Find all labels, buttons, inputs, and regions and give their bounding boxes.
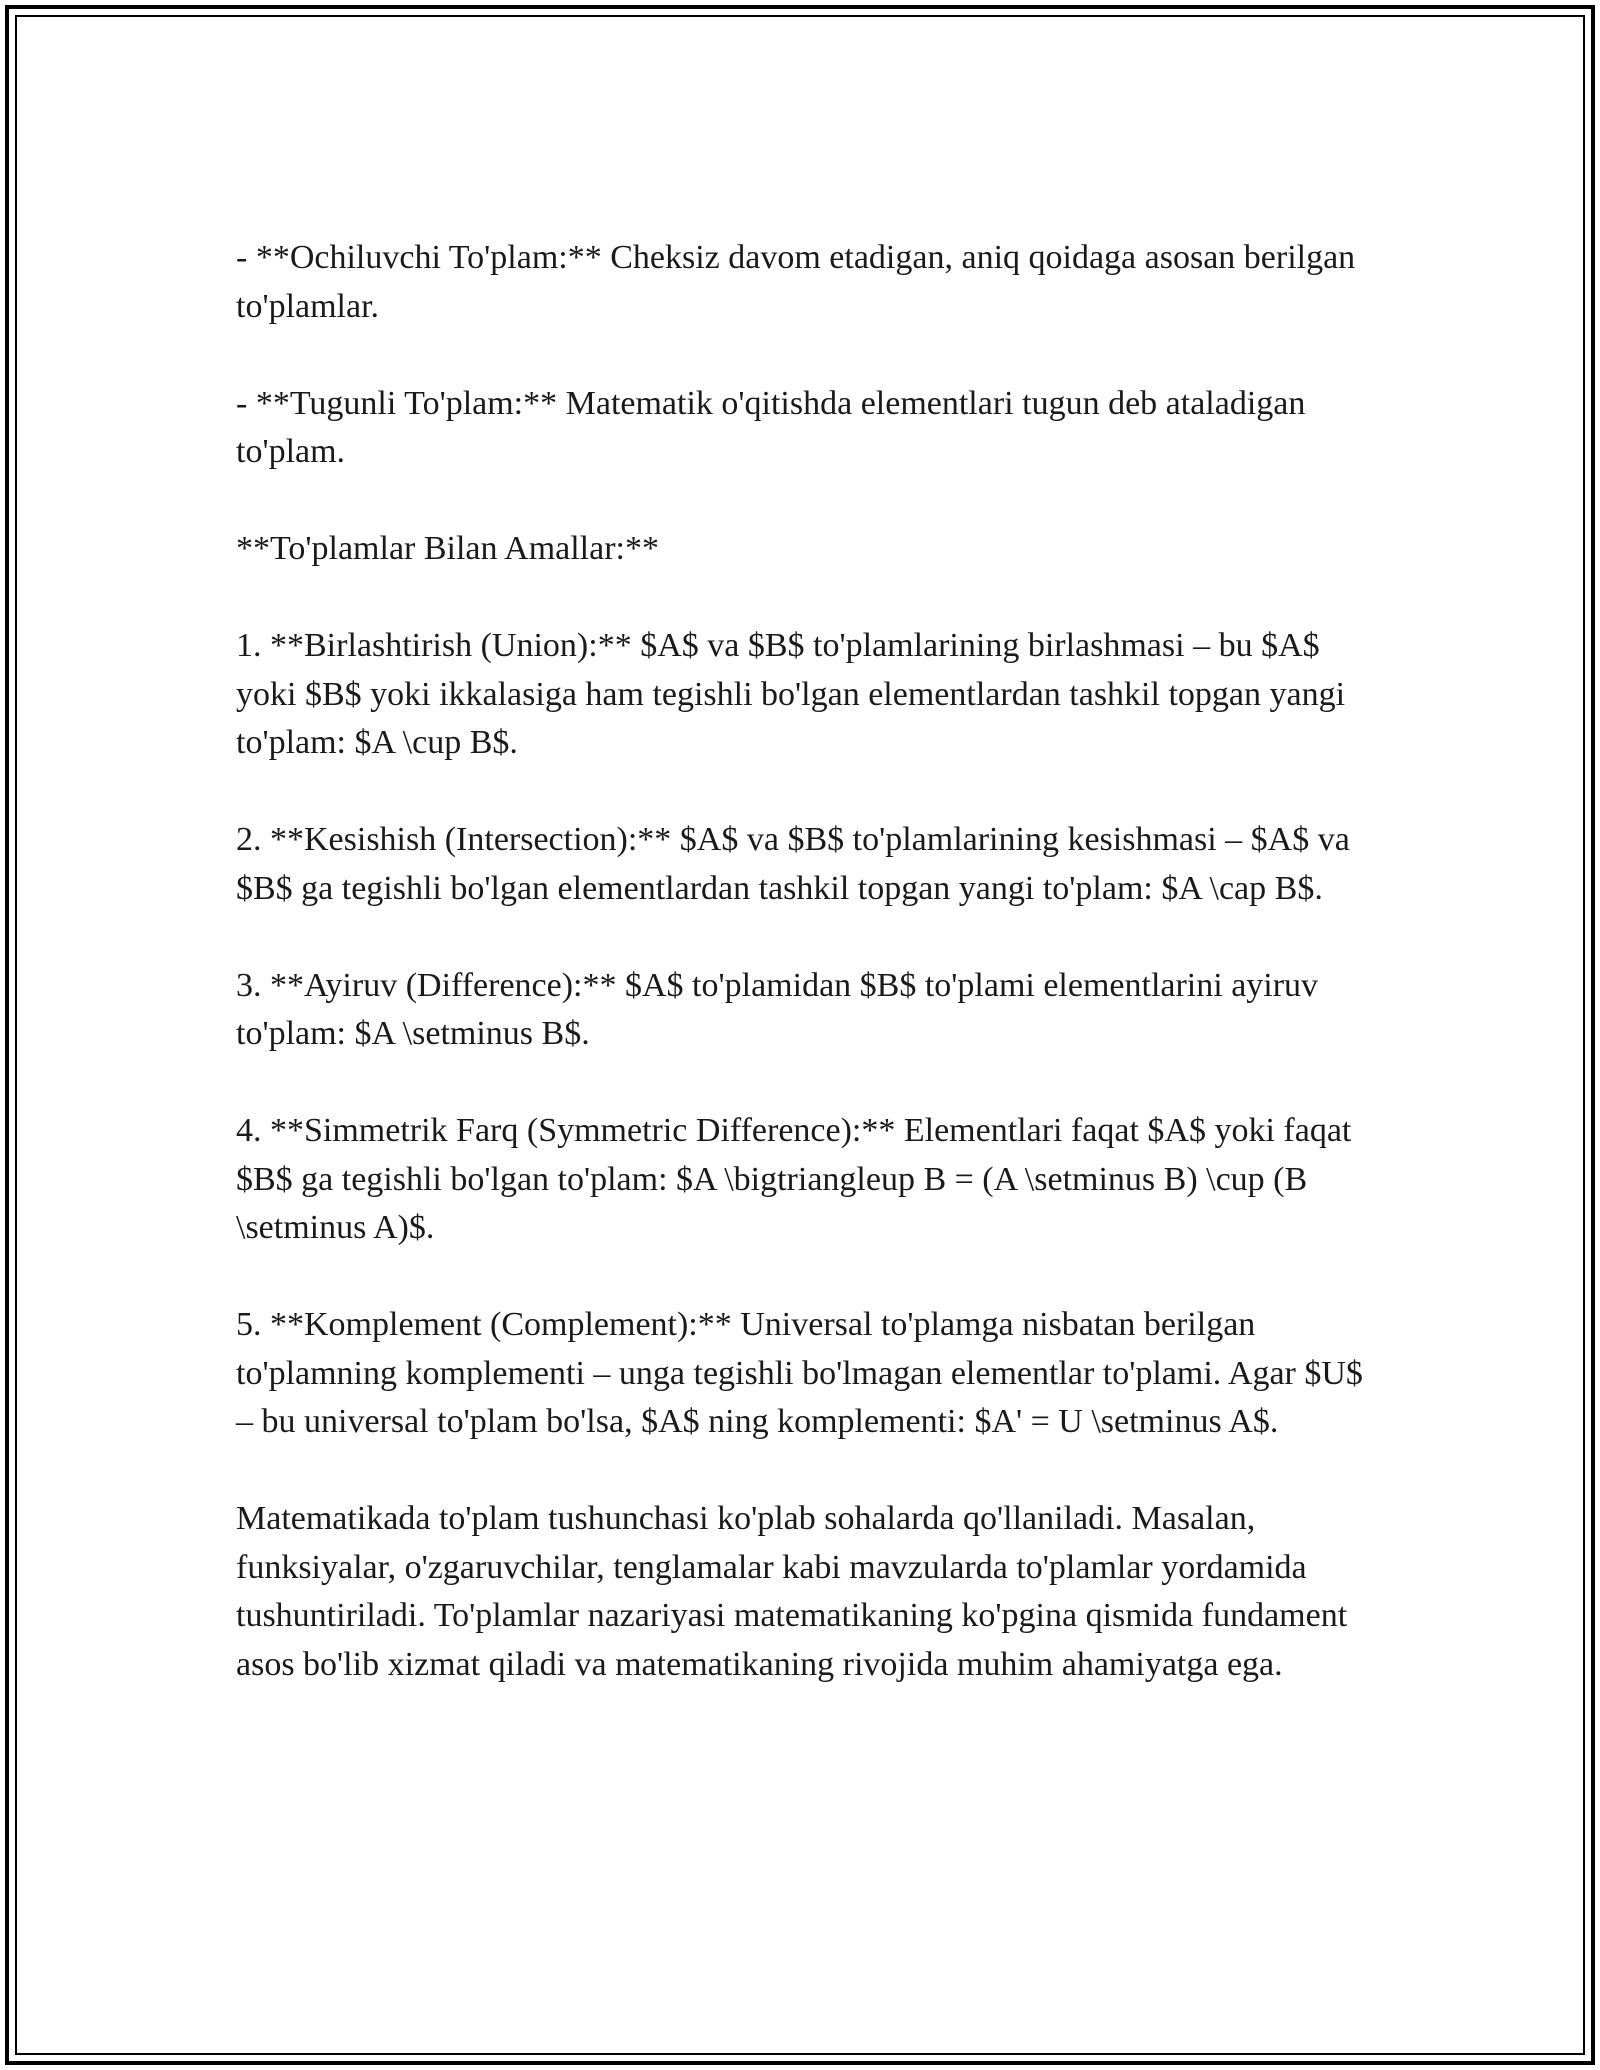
paragraph-conclusion: Matematikada to'plam tushunchasi ko'plab sohalarda qo'llaniladi. Masalan, funksiyalar, o'zgaruvchilar, tenglamalar kabi mavzularda to'plamlar yordamida tushuntiriladi. To'plamlar nazariyasi matematikaning ko'pgina qismida fundament asos bo'lib xizmat qiladi va matematikaning rivojida muhim ahamiyatga ega. <box>236 1500 1348 1683</box>
list-item-union: 1. **Birlashtirish (Union):** $A$ va $B$ to'plamlarining birlashmasi – bu $A$ yoki $B$ yoki ikkalasiga ham tegishli bo'lgan elementlardan tashkil topgan yangi to'plam: $A \cup B$. <box>236 627 1346 761</box>
paragraph-node-set: - **Tugunli To'plam:** Matematik o'qitishda elementlari tugun deb ataladigan to'plam. <box>236 384 1306 470</box>
list-item-intersection: 2. **Kesishish (Intersection):** $A$ va $B$ to'plamlarining kesishmasi – $A$ va $B$ ga tegishli bo'lgan elementlardan tashkil topgan yangi to'plam: $A \cap B$. <box>236 821 1350 907</box>
section-heading-set-operations: **To'plamlar Bilan Amallar:** <box>236 530 659 567</box>
paragraph-open-set: - **Ochiluvchi To'plam:** Cheksiz davom etadigan, aniq qoidaga asosan berilgan to'plamlar. <box>236 239 1356 325</box>
document-body <box>236 234 1366 1689</box>
list-item-difference: 3. **Ayiruv (Difference):** $A$ to'plamidan $B$ to'plami elementlarini ayiruv to'plam: $A \setminus B$. <box>236 966 1319 1052</box>
list-item-symmetric-difference: 4. **Simmetrik Farq (Symmetric Difference):** Elementlari faqat $A$ yoki faqat $B$ ga tegishli bo'lgan to'plam: $A \bigtriangleup B = (A \setminus B) \cup (B \setminus A)$. <box>236 1112 1352 1246</box>
list-item-complement: 5. **Komplement (Complement):** Universal to'plamga nisbatan berilgan to'plamning komplementi – unga tegishli bo'lmagan elementlar to'plami. Agar $U$ – bu universal to'plam bo'lsa, $A$ ning komplementi: $A' = U \setminus A$. <box>236 1306 1363 1440</box>
